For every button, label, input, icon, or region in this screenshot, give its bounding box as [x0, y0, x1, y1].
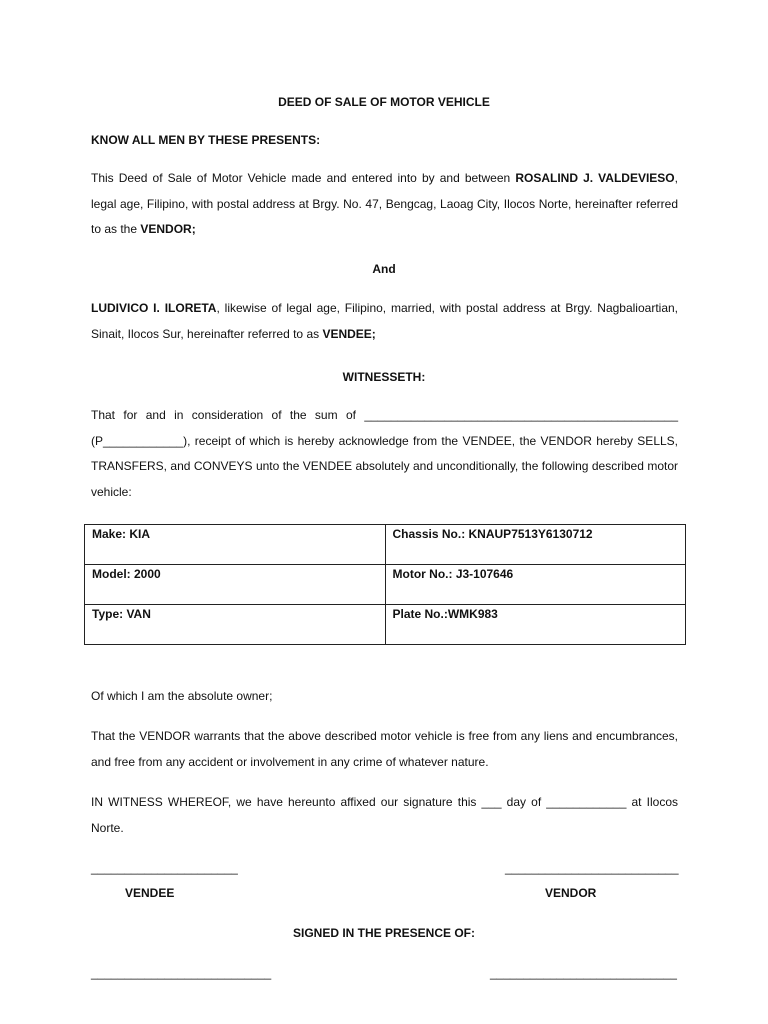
vendee-name: LUDIVICO I. ILORETA: [91, 301, 217, 315]
witness-signature-line-left: ___________________________: [91, 966, 272, 980]
chassis-cell: Chassis No.: KNAUP7513Y6130712: [385, 525, 686, 565]
vendee-label: VENDEE;: [322, 326, 376, 341]
vendee-signature-label: VENDEE: [125, 886, 175, 900]
vendor-label: VENDOR;: [140, 222, 196, 236]
type-cell: Type: VAN: [85, 605, 386, 645]
warranty-paragraph: That the VENDOR warrants that the above described motor vehicle is free from any liens and encumbrances, and free from any accident or involvement in any crime of whatever nature.: [91, 729, 678, 769]
plate-cell: Plate No.:WMK983: [385, 605, 686, 645]
vehicle-details-table: [84, 524, 686, 645]
know-all-heading: KNOW ALL MEN BY THESE PRESENTS:: [91, 133, 321, 147]
ownership-statement: Of which I am the absolute owner;: [91, 689, 273, 703]
make-cell: Make: KIA: [85, 525, 386, 565]
and-connector: And: [372, 262, 396, 276]
vendor-name: ROSALIND J. VALDEVIESO: [515, 171, 675, 185]
vendor-signature-label: VENDOR: [545, 886, 597, 900]
vendor-paragraph-text-b: , legal age, Filipino, with postal address at Brgy. No. 47, Bengcag, Laoag City, Ilocos Norte, hereinafter referred to as the: [91, 171, 678, 236]
vendee-paragraph: [91, 296, 678, 347]
table-row: [85, 565, 686, 605]
motor-cell: Motor No.: J3-107646: [385, 565, 686, 605]
model-cell: Model: 2000: [85, 565, 386, 605]
table-row: [85, 605, 686, 645]
document-title: DEED OF SALE OF MOTOR VEHICLE: [278, 95, 490, 109]
witness-whereof-paragraph: IN WITNESS WHEREOF, we have hereunto affixed our signature this ___ day of ____________ at Ilocos Norte.: [91, 795, 678, 835]
witnesseth-heading: WITNESSETH:: [342, 370, 426, 384]
table-row: [85, 525, 686, 565]
vendor-paragraph-text-a: This Deed of Sale of Motor Vehicle made and entered into by and between: [91, 171, 516, 185]
witness-signature-line-right: ____________________________: [490, 966, 677, 980]
consideration-paragraph: That for and in consideration of the sum of _______________________________________________ (P____________), receipt of which is hereby acknowledge from the VENDEE, the VENDOR hereby SELLS, TRANSFERS, and CONVEYS unto the VENDEE absolutely and unconditionally, the following described motor vehicle:: [91, 408, 678, 499]
vendor-paragraph: [91, 166, 678, 243]
vendee-paragraph-text: , likewise of legal age, Filipino, married, with postal address at Brgy. Nagbalioartian, Sinait, Ilocos Sur, hereinafter referred to as: [91, 301, 678, 341]
presence-heading: SIGNED IN THE PRESENCE OF:: [292, 926, 476, 940]
vendee-signature-line: ______________________: [91, 861, 238, 875]
vendor-signature-line: __________________________: [505, 861, 679, 875]
